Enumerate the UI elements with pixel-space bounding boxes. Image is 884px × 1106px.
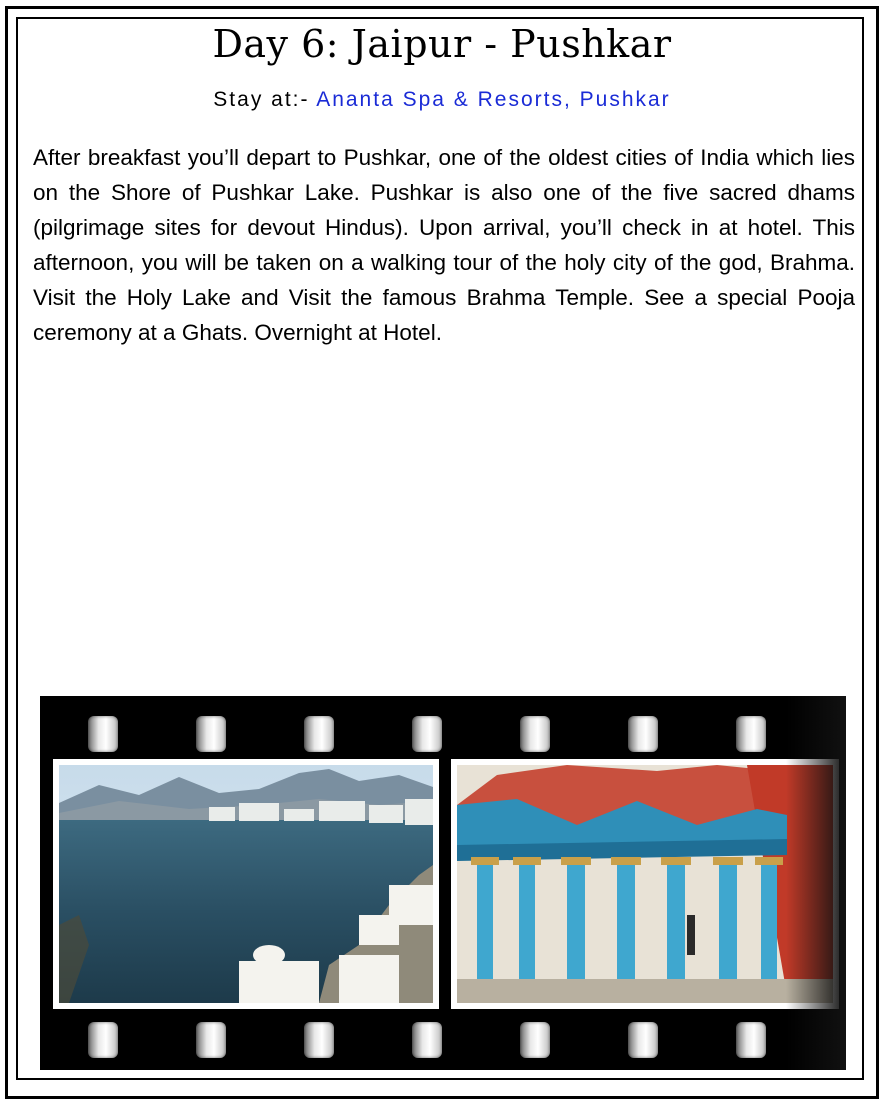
film-hole [520,716,550,752]
stay-line [0,88,884,112]
film-strip [40,696,846,1070]
film-hole [412,1022,442,1058]
film-hole [628,1022,658,1058]
stay-prefix: Stay at:- [213,88,310,111]
itinerary-description: After breakfast you’ll depart to Pushkar, one of the oldest cities of India which lies on the Shore of Pushkar Lake. Pushkar is also one of the five sacred dhams (pilgrimage sites for devout Hindus). Upon arrival, you’ll check in at hotel. This afternoon, you will be taken on a walking tour of the holy city of the god, Brahma. Visit the Holy Lake and Visit the famous Brahma Temple. See a special Pooja ceremony at a Ghats. Overnight at Hotel. [33,145,855,345]
film-hole [628,716,658,752]
page-title: Day 6: Jaipur - Pushkar [212,22,672,66]
film-hole [196,1022,226,1058]
film-hole [412,716,442,752]
film-hole [304,716,334,752]
hotel-name: Ananta Spa & Resorts, Pushkar [316,88,671,111]
pushkar-lake-photo [53,759,439,1009]
brahma-temple-photo [451,759,839,1009]
film-hole [520,1022,550,1058]
film-hole [736,1022,766,1058]
film-hole [304,1022,334,1058]
film-hole [736,716,766,752]
film-hole [88,1022,118,1058]
film-hole [196,716,226,752]
film-hole [88,716,118,752]
film-fade [786,696,846,1070]
